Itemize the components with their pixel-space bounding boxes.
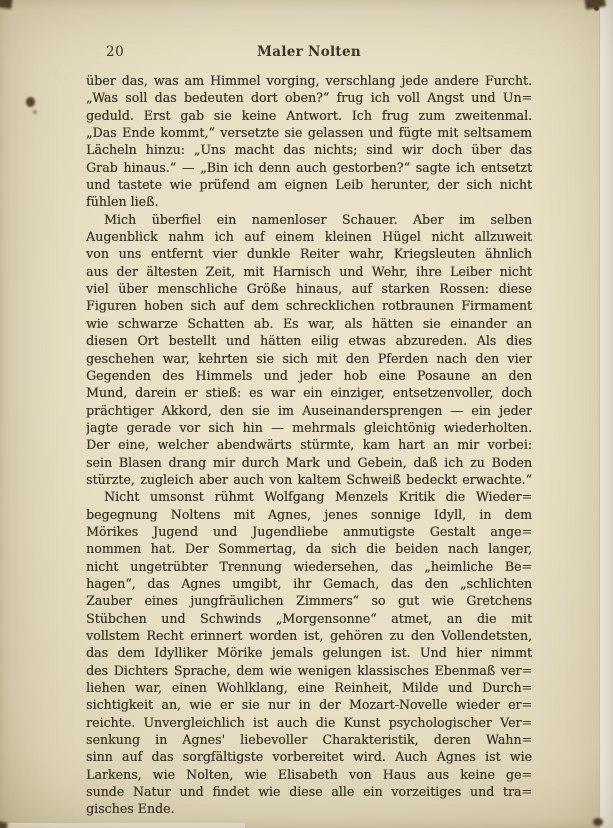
text-line: Nicht umsonst rühmt Wolfgang Menzels Kritik die Wieder= — [104, 489, 532, 505]
text-line: stürzte, zugleich aber auch von kaltem Schweiß bedeckt erwachte.“ — [86, 471, 532, 487]
text-line: hagen“, das Agnes umgibt, ihr Gemach, das den „schlichten — [86, 575, 532, 591]
text-line: geschehen war, kehrten sie sich mit den Pferden nach den vier — [86, 350, 532, 366]
scan-edge-bottom — [0, 823, 245, 828]
ink-stain — [26, 97, 35, 107]
ink-stain-small — [33, 110, 37, 114]
text-line: sichtigkeit an, wie er sie nur in der Mozart-Novelle wieder er= — [86, 697, 532, 713]
text-line: Augenblick nahm ich auf einem kleinen Hügel nicht allzuweit — [86, 229, 532, 245]
text-line: fühlen ließ. — [86, 194, 159, 210]
text-line: gisches Ende. — [86, 801, 175, 817]
text-line: vollstem Recht erinnert worden ist, gehören zu den Vollendetsten, — [86, 628, 532, 643]
text-line: Figuren hoben sich auf dem schrecklichen rotbraunen Firmament — [86, 298, 532, 314]
text-line: diesen Ort bestellt und hätten eilig etwas abzureden. Als dies — [86, 333, 532, 349]
corner-artifact-top-left — [0, 0, 13, 9]
text-line: geduld. Erst gab sie keine Antwort. Ich frug zum zweitenmal. — [86, 107, 532, 123]
text-line: senkung in Agnes' liebevoller Charakteristik, deren Wahn= — [86, 732, 532, 748]
text-line: über das, was am Himmel vorging, verschlang jede andere Furcht. — [86, 73, 532, 88]
text-line: nommen hat. Der Sommertag, da sich die beiden nach langer, — [86, 541, 532, 557]
text-line: sein Blasen drang mir durch Mark und Gebein, daß ich zu Boden — [86, 454, 532, 470]
text-line: Der eine, welcher abendwärts stürmte, kam hart an mir vorbei: — [86, 437, 532, 453]
text-line: sinn auf das sorgfältigste vorbereitet wird. Auch Agnes ist wie — [86, 749, 532, 765]
text-line: liehen war, einen Wohlklang, eine Reinheit, Milde und Durch= — [86, 680, 532, 696]
text-line: jagte gerade vor sich hin — mehrmals gleichtönig wiederholten. — [86, 419, 532, 435]
page-number: 20 — [106, 44, 125, 60]
text-line: prächtiger Akkord, den sie im Auseinandersprengen — ein jeder — [86, 402, 532, 418]
text-line: und tastete wie prüfend am eignen Leib herunter, der sich nicht — [86, 177, 532, 193]
text-line: Zauber eines jungfräulichen Zimmers“ so gut wie Gretchens — [86, 593, 532, 609]
text-line: sunde Natur und findet wie diese alle ein vorzeitiges und tra= — [86, 784, 532, 800]
text-line: Grab hinaus.“ — „Bin ich denn auch gestorben?“ sagte ich entsetzt — [86, 159, 532, 175]
text-line: Gegenden des Himmels und jeder hob eine Posaune an den — [86, 367, 532, 383]
text-line: begegnung Noltens mit Agnes, jenes sonnige Idyll, in dem — [86, 506, 532, 522]
corner-artifact-bottom-right — [593, 818, 603, 826]
body-text — [86, 72, 532, 818]
page-header — [86, 44, 532, 61]
text-line: Mund, darein er stieß: es war ein einziger, entsetzenvoller, doch — [86, 385, 532, 401]
text-line: viel über menschliche Größe hinaus, auf starken Rossen: diese — [86, 281, 532, 297]
text-line: nicht ungetrübter Trennung wiedersehen, das „heimliche Be= — [86, 558, 532, 574]
text-line: Larkens, wie Nolten, wie Elisabeth von Haus aus keine ge= — [86, 766, 532, 782]
text-line: Mich überfiel ein namenloser Schauer. Aber im selben — [104, 211, 532, 227]
text-line: „Das Ende kommt,“ versetzte sie gelassen und fügte mit seltsamem — [86, 125, 532, 141]
text-line: aus der ältesten Zeit, mit Harnisch und Wehr, ihre Leiber nicht — [86, 263, 532, 279]
dust-speck — [594, 6, 599, 11]
text-line: das dem Idylliker Mörike jemals gelungen ist. Und hier nimmt — [86, 645, 532, 661]
scan-edge-right — [599, 0, 613, 828]
text-line: von uns entfernt vier dunkle Reiter wahr, Kriegsleuten ähnlich — [86, 246, 532, 262]
running-title: Maler Nolten — [257, 44, 361, 60]
text-line: des Dichters Sprache, dem wie wenigen klassisches Ebenmaß ver= — [86, 662, 532, 678]
text-line: Stübchen und Schwinds „Morgensonne“ atmet, an die mit — [86, 610, 532, 626]
text-line: „Was soll das bedeuten dort oben?“ frug ich voll Angst und Un= — [86, 90, 532, 106]
text-line: reichte. Unvergleichlich ist auch die Kunst psychologischer Ver= — [86, 714, 532, 730]
text-line: wie schwarze Schatten ab. Es war, als hätten sie einander an — [86, 315, 532, 331]
text-line: Lächeln hinzu: „Uns macht das nichts; sind wir doch über das — [86, 142, 532, 158]
text-line: Mörikes Jugend und Jugendliebe anmutigste Gestalt ange= — [86, 523, 532, 539]
corner-artifact-bottom-left — [0, 821, 8, 828]
